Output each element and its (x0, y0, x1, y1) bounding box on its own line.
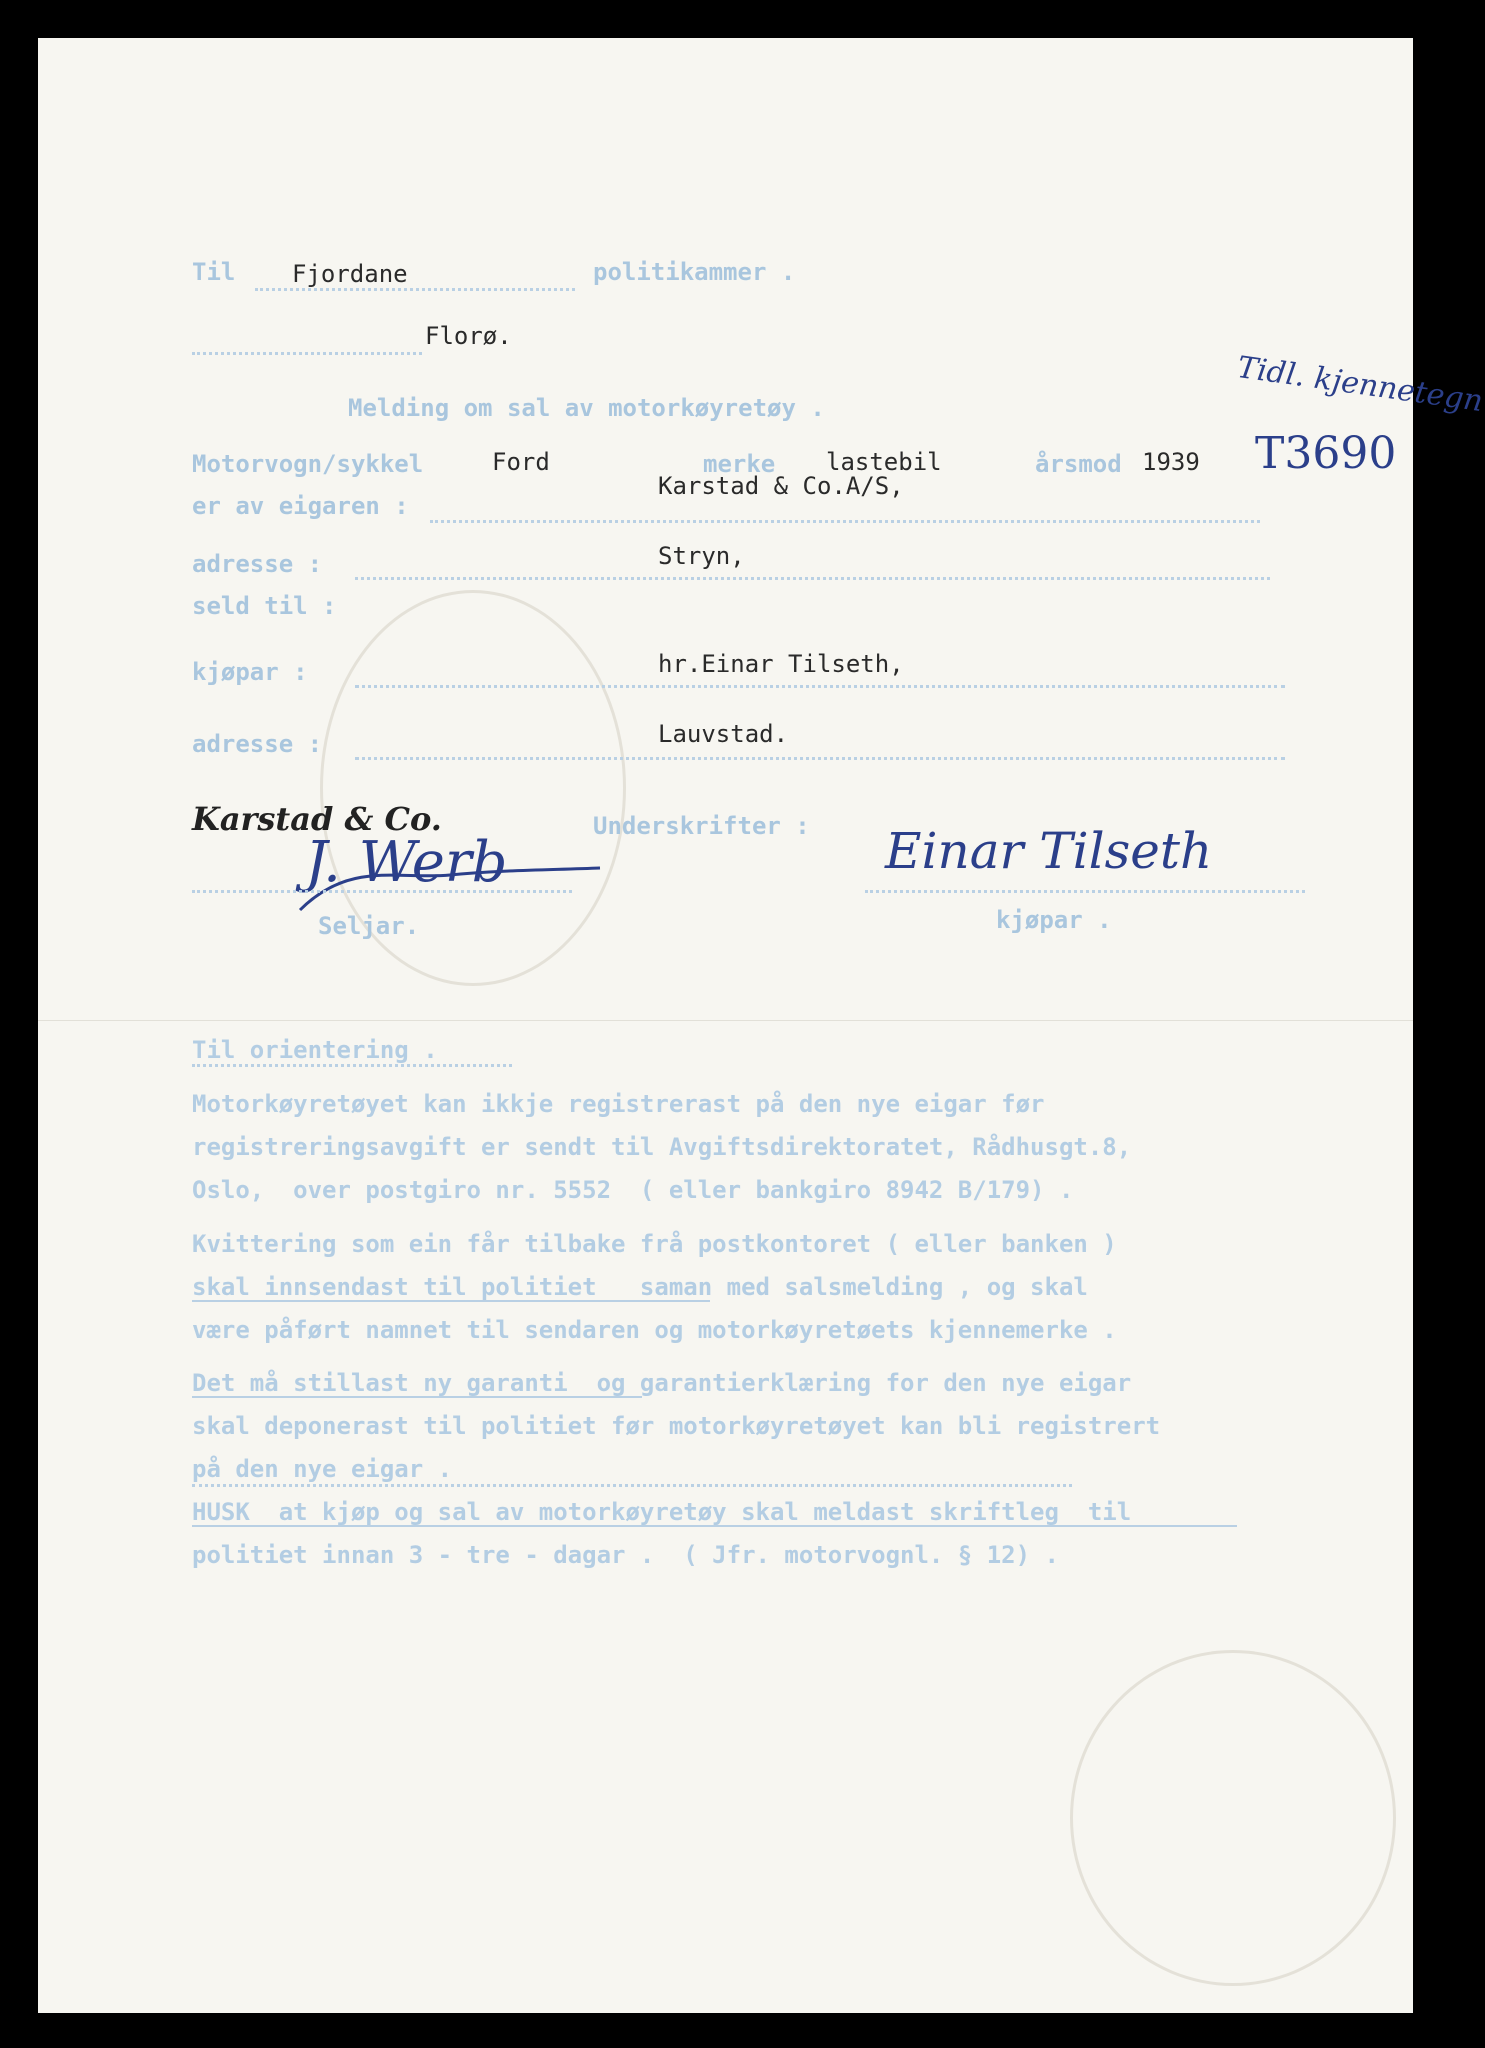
district-dotted-line (255, 288, 575, 291)
typed-year: 1939 (1142, 448, 1200, 476)
typed-type: lastebil (826, 448, 942, 476)
margin-note-handwritten: Tidl. kjennetegn (1235, 350, 1485, 420)
typed-make: Ford (492, 448, 550, 476)
notes-underline-7 (192, 1396, 642, 1398)
form-kjopar-sign: kjøpar . (996, 906, 1112, 934)
notes-line-4: Kvittering som ein får tilbake frå postkontoret ( eller banken ) (192, 1230, 1117, 1258)
form-seld-til: seld til : (192, 592, 337, 620)
buyer-address-dotted-line (355, 757, 1285, 760)
form-seljar: Seljar. (318, 912, 420, 940)
notes-line-9: på den nye eigar . (192, 1455, 453, 1483)
typed-buyer: hr.Einar Tilseth, (658, 650, 904, 678)
seller-signature: J. Werb (305, 830, 508, 895)
notes-line-1: Motorkøyretøyet kan ikkje registrerast på den nye eigar før (192, 1090, 1045, 1118)
buyer-signature: Einar Tilseth (885, 822, 1213, 880)
registration-number-handwritten: T3690 (1255, 428, 1397, 479)
buyer-dotted-line (355, 685, 1285, 688)
typed-owner-address: Stryn, (658, 542, 745, 570)
form-merke: merke (703, 450, 776, 478)
seller-company-stamp: Karstad & Co. (192, 800, 442, 838)
form-underskrifter: Underskrifter : (593, 812, 810, 840)
form-kjopar: kjøpar : (192, 658, 308, 686)
typed-buyer-address: Lauvstad. (658, 720, 789, 748)
form-arsmod: årsmod (1035, 450, 1122, 478)
notes-line-8: skal deponerast til politiet før motorkøyretøyet kan bli registrert (192, 1412, 1161, 1440)
notes-heading-dotted (192, 1064, 512, 1067)
owner-dotted-line (430, 520, 1260, 523)
form-eigaren: er av eigaren : (192, 492, 409, 520)
form-adresse-owner: adresse : (192, 550, 323, 578)
notes-line-5: skal innsendast til politiet saman med salsmelding , og skal (192, 1273, 1088, 1301)
fold-line (38, 1020, 1413, 1021)
notes-line-7: Det må stillast ny garanti og garantierklæring for den nye eigar (192, 1369, 1132, 1397)
notes-line-6: være påført namnet til sendaren og motorkøyretøets kjennemerke . (192, 1316, 1117, 1344)
notes-underline-5 (192, 1300, 710, 1302)
notes-line-11: politiet innan 3 - tre - dagar . ( Jfr. motorvognl. § 12) . (192, 1541, 1059, 1569)
notes-underline-10 (192, 1525, 1237, 1527)
typed-owner: Karstad & Co.A/S, (658, 472, 904, 500)
form-adresse-buyer: adresse : (192, 730, 323, 758)
form-politikammer: politikammer . (593, 258, 796, 286)
embossed-seal-bottom (1070, 1650, 1396, 1986)
form-til: Til (192, 258, 236, 286)
buyer-sign-dotted-line (865, 890, 1305, 893)
form-title: Melding om sal av motorkøyretøy . (348, 394, 825, 422)
owner-address-dotted-line (355, 577, 1270, 580)
seller-signature-flourish (290, 840, 610, 920)
typed-city: Florø. (425, 322, 512, 350)
city-dotted-line (192, 352, 422, 355)
notes-line-2: registreringsavgift er sendt til Avgiftsdirektoratet, Rådhusgt.8, (192, 1133, 1132, 1161)
notes-line-10: HUSK at kjøp og sal av motorkøyretøy skal meldast skriftleg til (192, 1498, 1132, 1526)
notes-dotted-9 (192, 1484, 1072, 1487)
notes-line-3: Oslo, over postgiro nr. 5552 ( eller bankgiro 8942 B/179) . (192, 1176, 1074, 1204)
seller-sign-dotted-line (192, 890, 572, 893)
typed-district: Fjordane (292, 260, 408, 288)
notes-heading: Til orientering . (192, 1036, 438, 1064)
form-motorvogn: Motorvogn/sykkel (192, 450, 424, 478)
